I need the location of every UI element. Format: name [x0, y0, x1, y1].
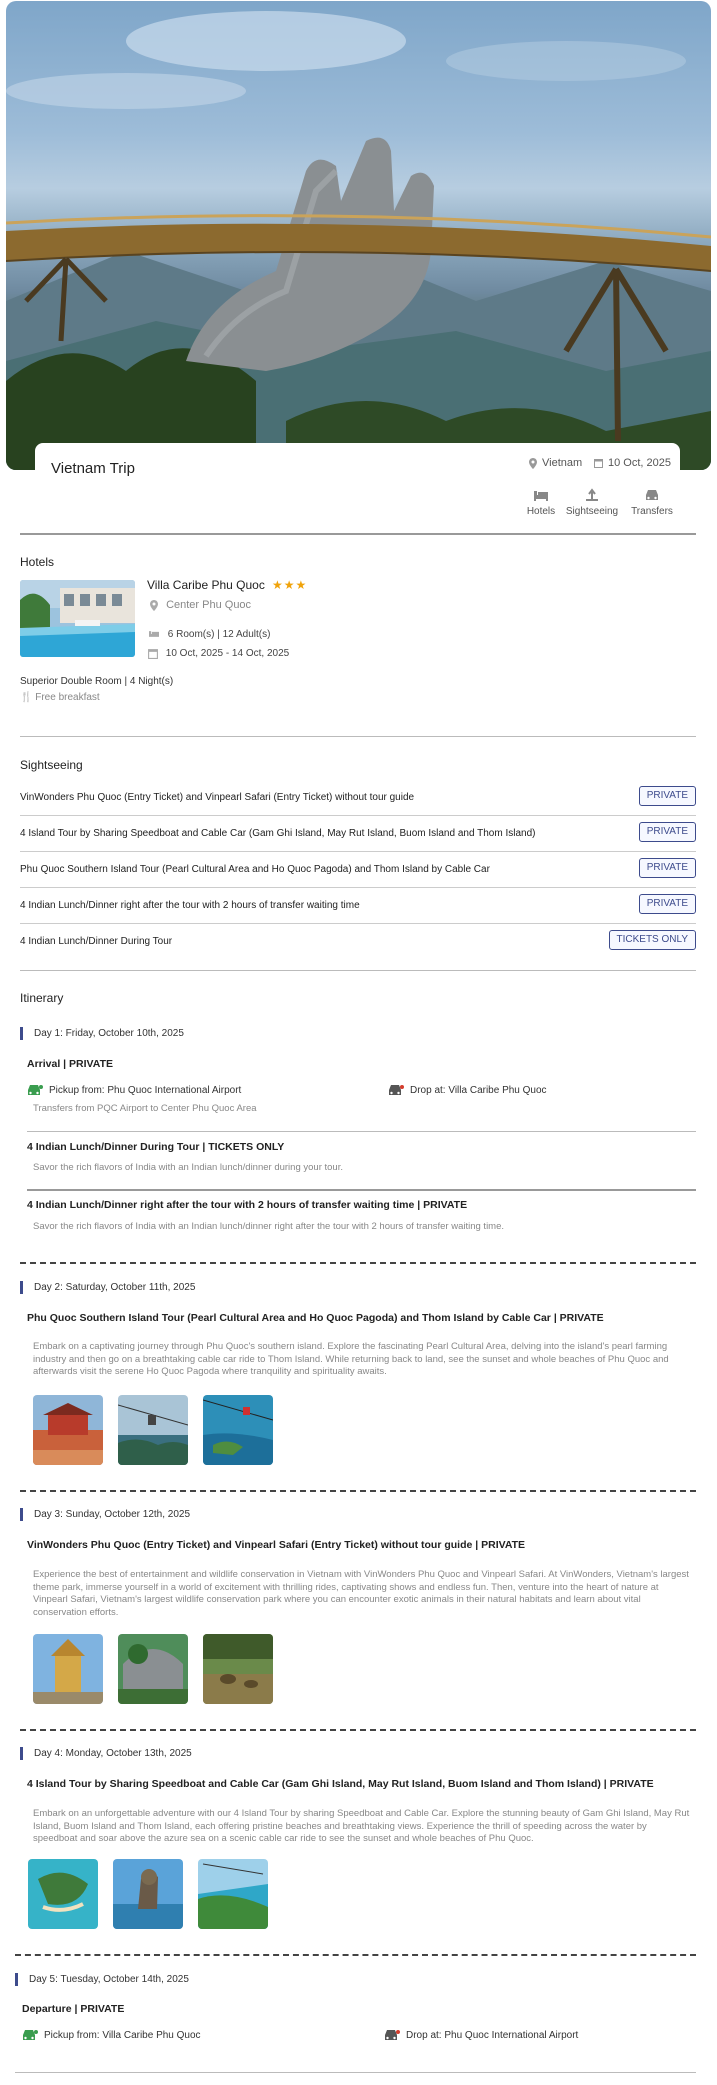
sightseeing-name: 4 Indian Lunch/Dinner right after the tour with 2 hours of transfer waiting time [20, 900, 360, 911]
sightseeing-badge: TICKETS ONLY [609, 930, 697, 950]
trip-date [594, 457, 671, 469]
hotels-section-title: Hotels [20, 555, 55, 569]
sightseeing-section-title: Sightseeing [20, 758, 83, 772]
transfer-pickup [22, 2029, 201, 2041]
activity-photo[interactable] [33, 1634, 103, 1704]
drop-text: Drop at: Phu Quoc International Airport [406, 2029, 579, 2041]
day-label: Day 3: Sunday, October 12th, 2025 [20, 1508, 190, 1521]
activity-title: Phu Quoc Southern Island Tour (Pearl Cultural Area and Ho Quoc Pagoda) and Thom Island by Cable Car | PRIVATE [27, 1312, 604, 1324]
activity-photo[interactable] [33, 1395, 103, 1465]
meal-plan-text: Free breakfast [35, 692, 100, 703]
hotel-area-text: Center Phu Quoc [166, 599, 252, 611]
sightseeing-row[interactable] [20, 889, 696, 924]
location-pin-icon [150, 600, 158, 611]
transfer-note: Transfers from PQC Airport to Center Phu Quoc Area [33, 1103, 257, 1114]
category-sightseeing-label: Sightseeing [565, 506, 619, 517]
day-label: Day 5: Tuesday, October 14th, 2025 [15, 1973, 189, 1986]
hotel-star-rating: ★★★ [272, 578, 308, 592]
day-label: Day 4: Monday, October 13th, 2025 [20, 1747, 192, 1760]
itinerary-section-title: Itinerary [20, 991, 64, 1005]
transfer-drop [388, 1084, 547, 1096]
activity-title: 4 Indian Lunch/Dinner right after the tour with 2 hours of transfer waiting time | PRIVATE [27, 1199, 468, 1211]
activity-title: Departure | PRIVATE [22, 2003, 125, 2015]
sightseeing-name: 4 Island Tour by Sharing Speedboat and Cable Car (Gam Ghi Island, May Rut Island, Buom Island and Thom Island) [20, 828, 536, 839]
sightseeing-row[interactable] [20, 817, 696, 852]
pickup-text: Pickup from: Villa Caribe Phu Quoc [44, 2029, 201, 2041]
activity-title: Arrival | PRIVATE [27, 1058, 113, 1070]
pickup-text: Pickup from: Phu Quoc International Airport [49, 1084, 242, 1096]
activity-photo[interactable] [118, 1395, 188, 1465]
trip-date-text: 10 Oct, 2025 [608, 457, 671, 469]
transfer-pickup [27, 1084, 241, 1096]
hotel-name[interactable]: Villa Caribe Phu Quoc [147, 578, 265, 592]
sightseeing-icon [584, 487, 600, 503]
sightseeing-name: Phu Quoc Southern Island Tour (Pearl Cultural Area and Ho Quoc Pagoda) and Thom Island by Cable Car [20, 864, 490, 875]
category-transfers-label: Transfers [631, 506, 673, 517]
sightseeing-name: VinWonders Phu Quoc (Entry Ticket) and Vinpearl Safari (Entry Ticket) without tour guide [20, 792, 415, 803]
day-separator [20, 1262, 696, 1264]
transfer-drop [384, 2029, 578, 2041]
car-pickup-icon [22, 2029, 38, 2041]
trip-location [529, 457, 582, 469]
hotel-photo[interactable] [20, 580, 135, 657]
room-type: Superior Double Room | 4 Night(s) [20, 676, 174, 687]
drop-text: Drop at: Villa Caribe Phu Quoc [410, 1084, 547, 1096]
divider [20, 970, 696, 971]
activity-description: Embark on an unforgettable adventure with our 4 Island Tour by sharing Speedboat and Cable Car. Explore the stunning beauty of Gam Ghi Island, May Rut Island, Buom Island and Thom Island, each offering pristine beaches and breathtaking views. Experience the thrill of speeding across the water by speedboat and soar above the azure sea on a scenic cable car ride to see the sunset and whole beaches of Phu Quoc. [33, 1808, 690, 1844]
divider [20, 736, 696, 737]
activity-title: 4 Island Tour by Sharing Speedboat and Cable Car (Gam Ghi Island, May Rut Island, Buom Island and Thom Island) | PRIVATE [27, 1778, 654, 1790]
trip-title: Vietnam Trip [51, 460, 135, 477]
hero-image [6, 1, 711, 470]
activity-photo[interactable] [198, 1859, 268, 1929]
hotel-rooms [148, 629, 270, 640]
fork-knife-icon: 🍴 [20, 692, 33, 703]
sightseeing-badge: PRIVATE [639, 822, 696, 842]
category-sightseeing[interactable] [564, 487, 620, 517]
divider [20, 533, 696, 535]
category-hotels[interactable] [526, 487, 556, 517]
hotel-rooms-text: 6 Room(s) | 12 Adult(s) [167, 629, 271, 640]
day-separator [20, 1729, 696, 1731]
car-pickup-icon [27, 1084, 43, 1096]
category-hotels-label: Hotels [526, 506, 556, 517]
calendar-icon [148, 648, 158, 659]
day-separator [20, 1490, 696, 1492]
day-label: Day 2: Saturday, October 11th, 2025 [20, 1281, 195, 1294]
meal-plan [20, 692, 100, 703]
activity-title: VinWonders Phu Quoc (Entry Ticket) and Vinpearl Safari (Entry Ticket) without tour guide | PRIVATE [27, 1539, 526, 1551]
bed-icon [533, 487, 549, 503]
activity-photo[interactable] [113, 1859, 183, 1929]
activity-description: Experience the best of entertainment and wildlife conservation in Vietnam with VinWonders Phu Quoc and Vinpearl Safari. At VinWonders, Vietnam's largest theme park, immerse yourself in a world of excitement with thrilling rides, captivating shows and endless fun. Then, venture into the heart of nature at Vinpearl Safari, Vietnam's largest wildlife conservation park where you can encounter exotic animals in their natural habitats and learn about vital conservation efforts. [33, 1569, 689, 1618]
activity-photo[interactable] [28, 1859, 98, 1929]
category-tabs [520, 487, 680, 523]
activity-photo[interactable] [203, 1395, 273, 1465]
divider [27, 1131, 696, 1132]
sightseeing-row[interactable] [20, 781, 696, 816]
activity-title: 4 Indian Lunch/Dinner During Tour | TICKETS ONLY [27, 1141, 285, 1153]
sightseeing-row[interactable] [20, 853, 696, 888]
bed-icon [148, 629, 160, 639]
activity-description: Savor the rich flavors of India with an Indian lunch/dinner during your tour. [33, 1162, 343, 1173]
location-pin-icon [529, 458, 537, 469]
activity-photo[interactable] [118, 1634, 188, 1704]
hotel-dates-text: 10 Oct, 2025 - 14 Oct, 2025 [165, 648, 290, 660]
sightseeing-badge: PRIVATE [639, 786, 696, 806]
activity-photo[interactable] [203, 1634, 273, 1704]
sightseeing-badge: PRIVATE [639, 894, 696, 914]
sightseeing-row[interactable] [20, 925, 696, 960]
calendar-icon [594, 458, 603, 468]
activity-description: Savor the rich flavors of India with an Indian lunch/dinner right after the tour with 2 hours of transfer waiting time. [33, 1221, 505, 1232]
activity-description: Embark on a captivating journey through Phu Quoc's southern island. Explore the fascinating Pearl Cultural Area, delving into the island's pearl farming industry and then go on a breathtaking cable car ride to Thom Island. While returning back to land, see the sunset and whole beaches of Phu Quoc and afterwards visit the serene Ho Quoc Pagoda where tranquility and spirituality awaits. [33, 1341, 669, 1377]
category-transfers[interactable] [630, 487, 674, 517]
hotel-dates [148, 648, 289, 659]
sightseeing-badge: PRIVATE [639, 858, 696, 878]
day-separator [15, 1954, 696, 1956]
car-drop-icon [384, 2029, 400, 2041]
divider [27, 1189, 696, 1191]
day-label: Day 1: Friday, October 10th, 2025 [20, 1027, 184, 1040]
sightseeing-name: 4 Indian Lunch/Dinner During Tour [20, 936, 173, 947]
hotel-area [150, 599, 251, 611]
divider [15, 2072, 696, 2073]
trip-location-text: Vietnam [542, 457, 583, 469]
car-icon [644, 487, 660, 503]
car-drop-icon [388, 1084, 404, 1096]
